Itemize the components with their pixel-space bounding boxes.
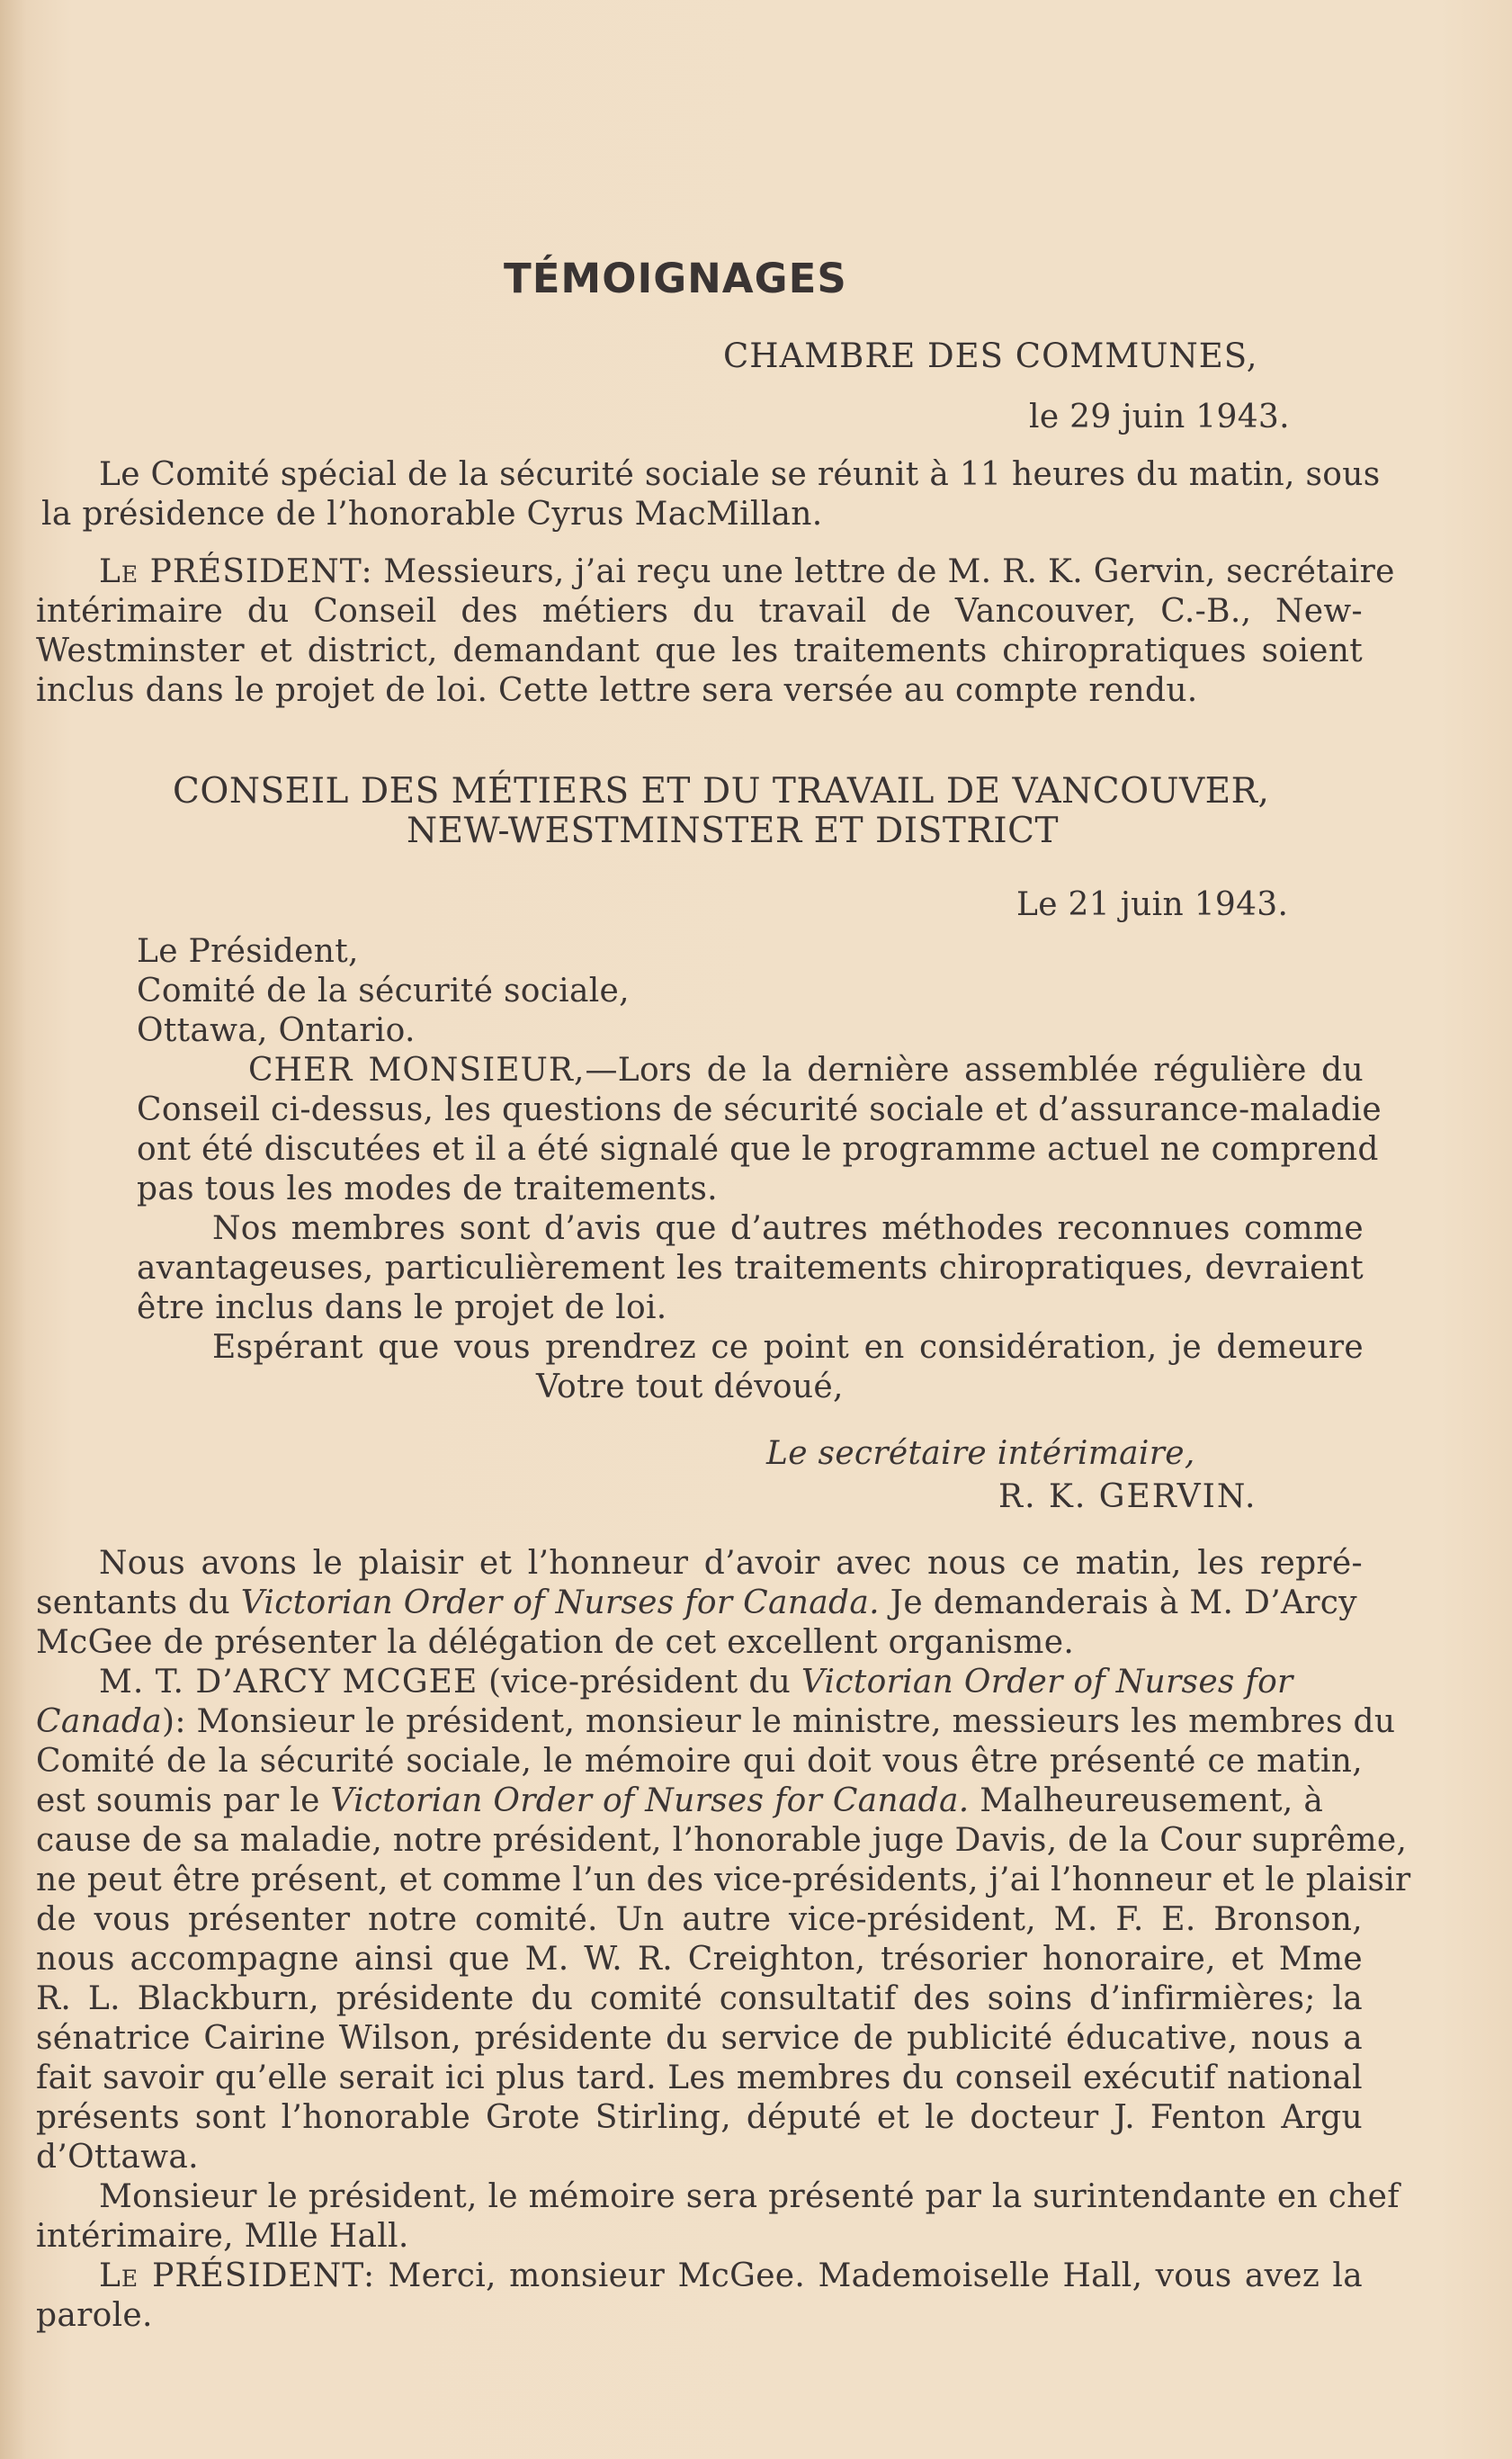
letter-p2-line-2: avantageuses, particulièrement les traitements chiropratiques, devraient xyxy=(137,1250,1364,1287)
mcgee-line-13: d’Ottawa. xyxy=(36,2139,199,2176)
letter-p1-line-2: Conseil ci-dessus, les questions de sécurité sociale et d’assurance-maladie xyxy=(137,1091,1382,1128)
letter-date: Le 21 juin 1943. xyxy=(1016,886,1289,923)
letter-p2-line-1: Nos membres sont d’avis que d’autres méthodes reconnues comme xyxy=(212,1210,1364,1247)
org-name-end: Canada xyxy=(36,1703,162,1740)
para-nous-text-2a: sentants du xyxy=(36,1584,241,1621)
president-reply-line-2: parole. xyxy=(36,2297,153,2334)
mcgee-text-4a: est soumis par le xyxy=(36,1782,331,1819)
president-reply-text-1: Merci, monsieur McGee. Mademoiselle Hall, vous avez la xyxy=(388,2257,1363,2294)
para-nous-text-2b: Je demanderais à M. D’Arcy xyxy=(879,1584,1357,1621)
letter-salutation: CHER MONSIEUR, xyxy=(248,1052,586,1089)
letter-p1-line-3: ont été discutées et il a été signalé que le programme actuel ne comprend xyxy=(137,1131,1379,1168)
letter-signature-name: R. K. GERVIN. xyxy=(998,1478,1257,1515)
mcgee-text-1a: (vice-président du xyxy=(478,1664,801,1701)
mcgee-text-4b: Malheureusement, à xyxy=(969,1782,1324,1819)
letter-p2-line-3: être inclus dans le projet de loi. xyxy=(137,1289,667,1326)
letter-p1-line-4: pas tous les modes de traitements. xyxy=(137,1171,718,1207)
mcgee-line-2 xyxy=(36,1702,1395,1742)
para-nous-line-2 xyxy=(36,1584,1357,1623)
president-remark-line-1 xyxy=(99,552,1395,592)
mcgee-line-10: sénatrice Cairine Wilson, présidente du service de publicité éducative, nous a xyxy=(36,2020,1363,2057)
mcgee-text-2b: ): Monsieur le président, monsieur le ministre, messieurs les membres du xyxy=(161,1703,1396,1740)
mcgee-line-3: Comité de la sécurité sociale, le mémoire qui doit vous être présenté ce matin, xyxy=(36,1743,1363,1780)
mcgee-line-6: ne peut être présent, et comme l’un des vice-présidents, j’ai l’honneur et le plaisir xyxy=(36,1862,1411,1898)
president-remark-line-4: inclus dans le projet de loi. Cette lettre sera versée au compte rendu. xyxy=(36,672,1198,709)
mcgee-line-5: cause de sa maladie, notre président, l’honorable juge Davis, de la Cour suprême, xyxy=(36,1822,1408,1859)
letter-p3-line-1: Espérant que vous prendrez ce point en considération, je demeure xyxy=(212,1329,1364,1366)
para-monsieur-line-1: Monsieur le président, le mémoire sera présenté par la surintendante en chef xyxy=(99,2178,1400,2215)
letter-p1-line-1 xyxy=(248,1051,1364,1090)
para-monsieur-line-2: intérimaire, Mlle Hall. xyxy=(36,2218,409,2255)
mcgee-line-4 xyxy=(36,1781,1323,1821)
speaker-mcgee: M. T. D’ARCY MCGEE xyxy=(99,1664,479,1701)
mcgee-line-12: présents sont l’honorable Grote Stirling, député et le docteur J. Fenton Argu xyxy=(36,2099,1363,2136)
org-name: Victorian Order of Nurses for Canada. xyxy=(330,1782,970,1819)
para-nous-line-3: McGee de présenter la délégation de cet excellent organisme. xyxy=(36,1624,1075,1661)
president-reply-line-1 xyxy=(99,2257,1363,2296)
org-name: Victorian Order of Nurses for Canada. xyxy=(240,1584,880,1621)
para-nous-line-1: Nous avons le plaisir et l’honneur d’avoir avec nous ce matin, les repré- xyxy=(99,1545,1363,1582)
letter-closing: Votre tout dévoué, xyxy=(536,1369,844,1405)
letter-heading-2: NEW-WESTMINSTER ET DISTRICT xyxy=(407,811,1060,851)
mcgee-line-7: de vous présenter notre comité. Un autre vice-président, M. F. E. Bronson, xyxy=(36,1901,1363,1938)
speaker-president: Le PRÉSIDENT: xyxy=(99,2257,376,2294)
mcgee-line-8: nous accompagne ainsi que M. W. R. Creighton, trésorier honoraire, et Mme xyxy=(36,1941,1363,1978)
location-line: CHAMBRE DES COMMUNES, xyxy=(723,337,1258,375)
date-line: le 29 juin 1943. xyxy=(1029,399,1290,435)
letter-p1-text-1: —Lors de la dernière assemblée régulière du xyxy=(585,1052,1364,1089)
letter-heading-1: CONSEIL DES MÉTIERS ET DU TRAVAIL DE VANCOUVER, xyxy=(173,771,1270,812)
page-title: TÉMOIGNAGES xyxy=(504,255,847,302)
org-name: Victorian Order of Nurses for xyxy=(801,1664,1293,1701)
mcgee-line-9: R. L. Blackburn, présidente du comité consultatif des soins d’infirmières; la xyxy=(36,1980,1363,2017)
intro-line-2: la présidence de l’honorable Cyrus MacMillan. xyxy=(41,496,823,533)
mcgee-line-1 xyxy=(99,1663,1293,1702)
letter-signature-title: Le secrétaire intérimaire, xyxy=(766,1435,1195,1472)
president-remark-line-2: intérimaire du Conseil des métiers du travail de Vancouver, C.-B., New- xyxy=(36,593,1363,630)
letter-address-1: Le Président, xyxy=(137,933,359,970)
letter-address-2: Comité de la sécurité sociale, xyxy=(137,973,630,1010)
intro-line-1: Le Comité spécial de la sécurité sociale se réunit à 11 heures du matin, sous xyxy=(99,456,1381,493)
president-remark-line-3: Westminster et district, demandant que les traitements chiropratiques soient xyxy=(36,633,1363,669)
mcgee-line-11: fait savoir qu’elle serait ici plus tard. Les membres du conseil exécutif national xyxy=(36,2060,1363,2096)
president-remark-text-1: Messieurs, j’ai reçu une lettre de M. R. K. Gervin, secrétaire xyxy=(383,553,1395,590)
speaker-president: Le PRÉSIDENT: xyxy=(99,553,373,590)
letter-address-3: Ottawa, Ontario. xyxy=(137,1012,416,1049)
